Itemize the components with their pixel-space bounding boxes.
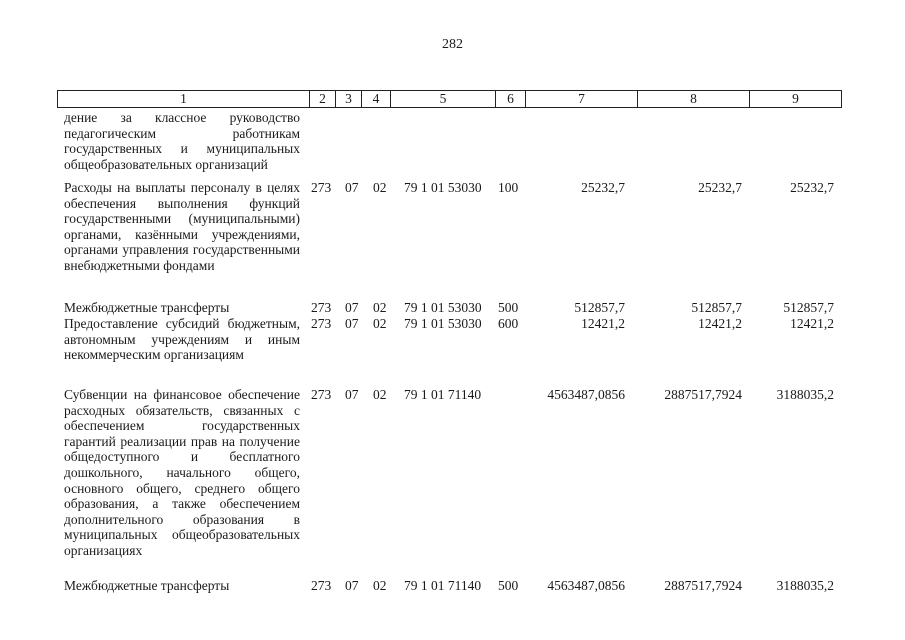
- row-amount-9: 3188035,2: [776, 387, 834, 402]
- row-code: 273: [311, 316, 332, 331]
- header-col-8: 8: [638, 91, 750, 107]
- row-description: дение за классное руководство педагогическим работникам государственных и муниципальных общеобразовательных организаций: [64, 110, 300, 172]
- row-amount-8: 512857,7: [691, 300, 742, 315]
- row-section: 07: [345, 578, 359, 593]
- row-amount-9: 512857,7: [783, 300, 834, 315]
- row-amount-7: 4563487,0856: [547, 387, 625, 402]
- row-description: Межбюджетные трансферты: [64, 300, 230, 315]
- row-description: Предоставление субсидий бюджетным, автономным учреждениям и иным некоммерческим организациям: [64, 316, 300, 363]
- row-kind: 500: [498, 578, 519, 593]
- row-section: 07: [345, 300, 359, 315]
- row-subsection: 02: [373, 300, 387, 315]
- row-section: 07: [345, 180, 359, 195]
- row-code: 273: [311, 180, 332, 195]
- row-amount-8: 2887517,7924: [664, 387, 742, 402]
- row-target: 79 1 01 53030: [404, 316, 482, 331]
- header-col-1: 1: [58, 91, 310, 107]
- page-number: 282: [442, 37, 463, 52]
- row-description: Расходы на выплаты персоналу в целях обеспечения выполнения функций государственными (муниципальными) органами, казёнными учреждениями, органами управления государственными внебюджетными фондами: [64, 180, 300, 273]
- row-subsection: 02: [373, 180, 387, 195]
- header-col-2: 2: [310, 91, 336, 107]
- row-target: 79 1 01 53030: [404, 300, 482, 315]
- row-description: Межбюджетные трансферты: [64, 578, 230, 593]
- row-code: 273: [311, 578, 332, 593]
- row-subsection: 02: [373, 578, 387, 593]
- row-kind: 500: [498, 300, 519, 315]
- header-col-5: 5: [391, 91, 496, 107]
- row-section: 07: [345, 316, 359, 331]
- row-amount-9: 12421,2: [790, 316, 834, 331]
- row-amount-9: 3188035,2: [776, 578, 834, 593]
- row-kind: 100: [498, 180, 519, 195]
- row-amount-7: 512857,7: [574, 300, 625, 315]
- header-col-3: 3: [336, 91, 362, 107]
- row-description: Субвенции на финансовое обеспечение расходных обязательств, связанных с обеспечением государственных гарантий реализации прав на получение общедоступного и бесплатного дошкольного, начального общего, основного общего, среднего общего образования, а также обеспечением дополнительного образования в муниципальных общеобразовательных организациях: [64, 387, 300, 558]
- header-col-4: 4: [362, 91, 391, 107]
- row-target: 79 1 01 53030: [404, 180, 482, 195]
- row-amount-8: 2887517,7924: [664, 578, 742, 593]
- header-col-9: 9: [792, 91, 799, 106]
- row-kind: 600: [498, 316, 519, 331]
- row-amount-7: 4563487,0856: [547, 578, 625, 593]
- row-section: 07: [345, 387, 359, 402]
- header-col-7: 7: [526, 91, 638, 107]
- row-amount-7: 25232,7: [581, 180, 625, 195]
- table-header: [57, 90, 842, 108]
- row-amount-7: 12421,2: [581, 316, 625, 331]
- row-target: 79 1 01 71140: [404, 387, 482, 402]
- row-subsection: 02: [373, 316, 387, 331]
- row-amount-8: 25232,7: [698, 180, 742, 195]
- row-code: 273: [311, 300, 332, 315]
- row-amount-9: 25232,7: [790, 180, 834, 195]
- header-col-6: 6: [496, 91, 526, 107]
- row-amount-8: 12421,2: [698, 316, 742, 331]
- row-target: 79 1 01 71140: [404, 578, 482, 593]
- row-code: 273: [311, 387, 332, 402]
- row-subsection: 02: [373, 387, 387, 402]
